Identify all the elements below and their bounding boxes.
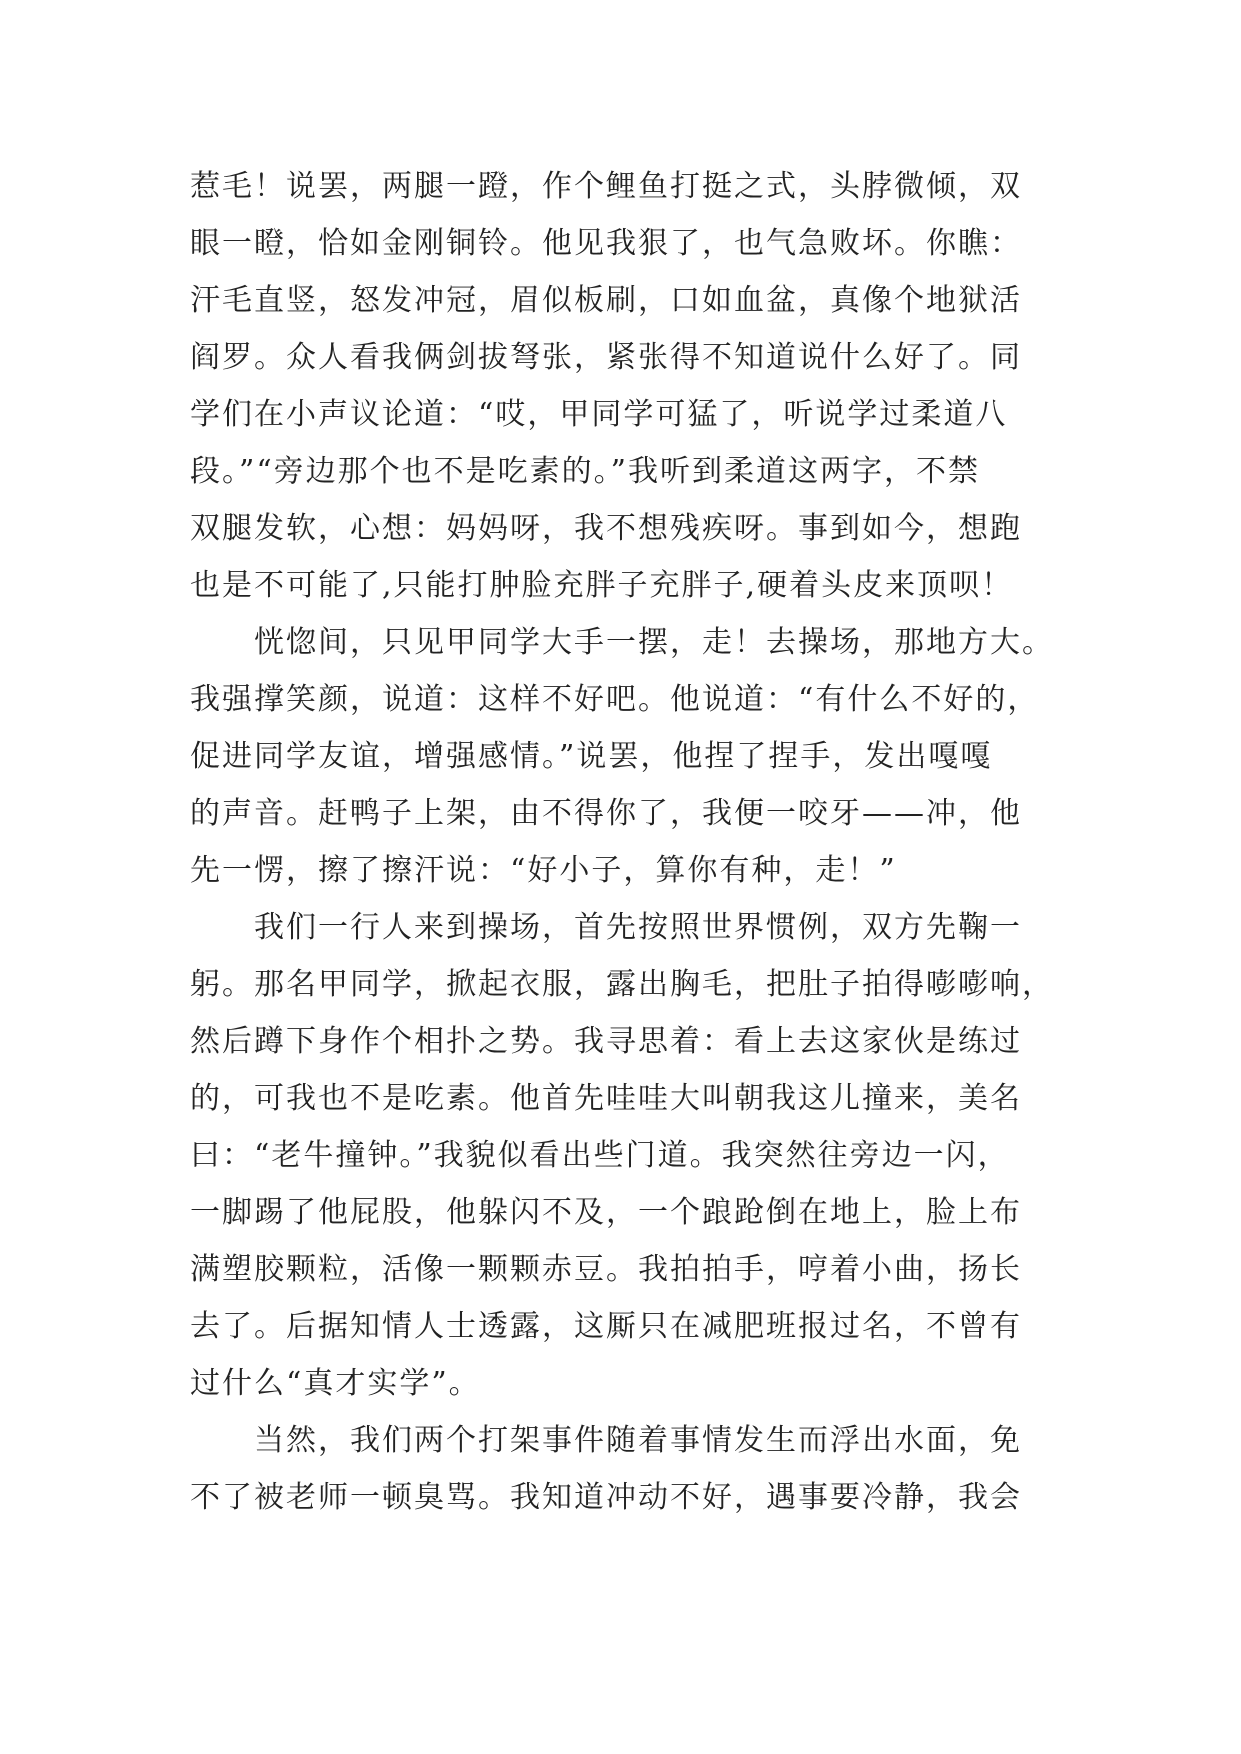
text-line: 的，可我也不是吃素。他首先哇哇大叫朝我这儿撞来，美名 — [190, 1081, 1022, 1116]
text-line: 惹毛！说罢，两腿一蹬，作个鲤鱼打挺之式，头脖微倾，双 — [190, 169, 1022, 204]
text-line: 双腿发软，心想：妈妈呀，我不想残疾呀。事到如今，想跑 — [190, 511, 1022, 546]
text-line: 也是不可能了,只能打肿脸充胖子充胖子,硬着头皮来顶呗！ — [190, 568, 1014, 603]
text-line: 满塑胶颗粒，活像一颗颗赤豆。我拍拍手，哼着小曲，扬长 — [190, 1252, 1022, 1287]
text-line: 段。”“旁边那个也不是吃素的。”我听到柔道这两字，不禁 — [190, 454, 981, 489]
text-line: 过什么“真才实学”。 — [190, 1366, 481, 1401]
text-line: 我强撑笑颜，说道：这样不好吧。他说道：“有什么不好的， — [190, 682, 1040, 717]
text-line: 然后蹲下身作个相扑之势。我寻思着：看上去这家伙是练过 — [190, 1024, 1022, 1059]
text-line: 眼一瞪，恰如金刚铜铃。他见我狠了，也气急败坏。你瞧： — [190, 226, 1022, 261]
text-line: 去了。后据知情人士透露，这厮只在减肥班报过名，不曾有 — [190, 1309, 1022, 1344]
text-line: 汗毛直竖，怒发冲冠，眉似板刷，口如血盆，真像个地狱活 — [190, 283, 1022, 318]
text-line: 学们在小声议论道：“哎，甲同学可猛了，听说学过柔道八 — [190, 397, 1008, 432]
text-line: 曰：“老牛撞钟。”我貌似看出些门道。我突然往旁边一闪， — [190, 1138, 1010, 1173]
text-line: 不了被老师一顿臭骂。我知道冲动不好，遇事要冷静，我会 — [190, 1480, 1022, 1515]
text-line: 当然，我们两个打架事件随着事情发生而浮出水面，免 — [190, 1423, 1022, 1458]
text-line: 恍惚间，只见甲同学大手一摆，走！去操场，那地方大。 — [190, 625, 1054, 660]
text-line: 我们一行人来到操场，首先按照世界惯例，双方先鞠一 — [190, 910, 1022, 945]
text-line: 促进同学友谊，增强感情。”说罢，他捏了捏手，发出嘎嘎 — [190, 739, 993, 774]
text-line: 躬。那名甲同学，掀起衣服，露出胸毛，把肚子拍得嘭嘭响， — [190, 967, 1054, 1002]
text-line: 的声音。赶鸭子上架，由不得你了，我便一咬牙——冲，他 — [190, 796, 1022, 831]
document-body — [190, 158, 1060, 1526]
text-line: 阎罗。众人看我俩剑拔弩张，紧张得不知道说什么好了。同 — [190, 340, 1022, 375]
text-line: 先一愣，擦了擦汗说：“好小子，算你有种，走！” — [190, 853, 897, 888]
text-line: 一脚踢了他屁股，他躲闪不及，一个踉跄倒在地上，脸上布 — [190, 1195, 1022, 1230]
